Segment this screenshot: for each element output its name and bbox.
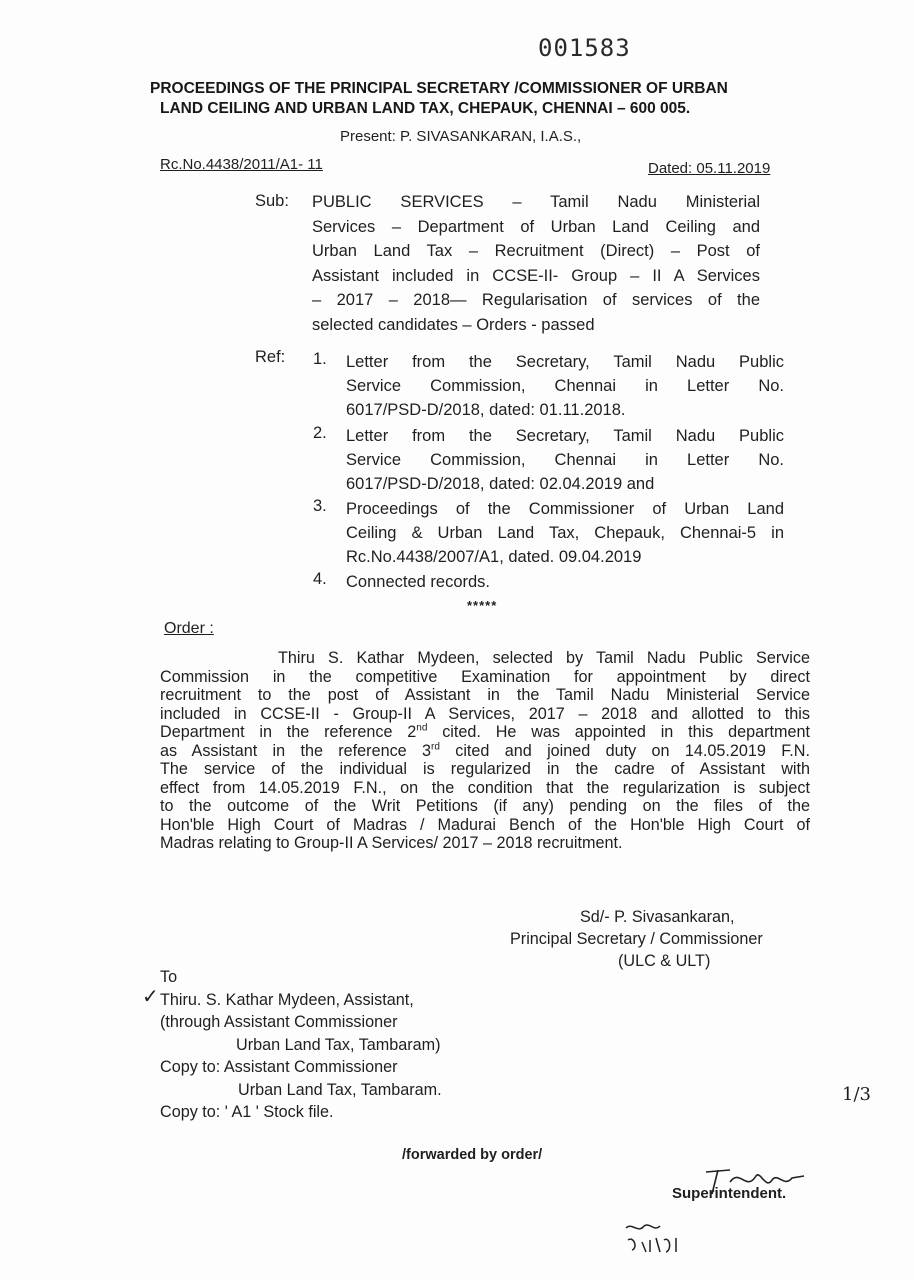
reference-item-number: 2. bbox=[313, 424, 327, 442]
distribution-block bbox=[160, 966, 442, 1124]
reference-item-4 bbox=[346, 570, 784, 594]
through-place: Urban Land Tax, Tambaram) bbox=[236, 1035, 441, 1054]
ordinal-suffix: rd bbox=[431, 741, 440, 753]
ordinal-suffix: nd bbox=[416, 722, 428, 734]
subject-line: selected candidates – Orders - passed bbox=[312, 315, 595, 334]
reference-item-number: 1. bbox=[313, 350, 327, 368]
addressee: Thiru. S. Kathar Mydeen, Assistant, bbox=[160, 990, 414, 1009]
reference-line: Proceedings of the Commissioner of Urban Land bbox=[346, 500, 784, 518]
reference-line: Service Commission, Chennai in Letter No. bbox=[346, 377, 784, 395]
subject-line: – 2017 – 2018— Regularisation of services of the bbox=[312, 291, 760, 310]
order-line: Hon'ble High Court of Madras / Madurai Bench of the Hon'ble High Court of bbox=[160, 815, 810, 834]
subject-text bbox=[312, 190, 760, 338]
reference-number: Rc.No.4438/2011/A1- 11 bbox=[160, 156, 323, 173]
reference-line: Service Commission, Chennai in Letter No. bbox=[346, 451, 784, 469]
order-line-text: as Assistant in the reference 3 bbox=[160, 741, 431, 760]
reference-line: Connected records. bbox=[346, 573, 490, 591]
copy-to-2: Copy to: ' A1 ' Stock file. bbox=[160, 1103, 334, 1121]
reference-line: 6017/PSD-D/2018, dated: 01.11.2018. bbox=[346, 401, 626, 419]
reference-line: Letter from the Secretary, Tamil Nadu Public bbox=[346, 353, 784, 371]
through-line: (through Assistant Commissioner bbox=[160, 1013, 398, 1031]
reference-label: Ref: bbox=[255, 348, 286, 366]
order-line: Madras relating to Group-II A Services/ 2017 – 2018 recruitment. bbox=[160, 834, 623, 852]
order-line-text: cited and joined duty on 14.05.2019 F.N. bbox=[439, 741, 810, 760]
order-line: effect from 14.05.2019 F.N., on the condition that the regularization is subject bbox=[160, 778, 810, 797]
order-line bbox=[160, 742, 810, 761]
initials-date-icon bbox=[620, 1218, 700, 1258]
copy-to-1-place: Urban Land Tax, Tambaram. bbox=[238, 1080, 442, 1099]
subject-line: Urban Land Tax – Recruitment (Direct) – Post of bbox=[312, 242, 760, 261]
order-line-text: cited. He was appointed in this department bbox=[427, 723, 810, 741]
order-line: Commission in the competitive Examination for appointment by direct bbox=[160, 667, 810, 686]
signatory-department: (ULC & ULT) bbox=[618, 952, 711, 970]
to-label: To bbox=[160, 968, 178, 986]
subject-line: Assistant included in CCSE-II- Group – II A Services bbox=[312, 266, 760, 285]
serial-number: 001583 bbox=[538, 34, 631, 62]
order-line: Thiru S. Kathar Mydeen, selected by Tamil Nadu Public Service bbox=[278, 649, 810, 667]
order-line: recruitment to the post of Assistant in the Tamil Nadu Ministerial Service bbox=[160, 686, 810, 704]
order-date: Dated: 05.11.2019 bbox=[648, 160, 771, 177]
reference-item-3 bbox=[346, 497, 784, 569]
page-mark: 1/3 bbox=[842, 1084, 871, 1105]
superintendent-label: Superintendent. bbox=[672, 1185, 787, 1202]
subject-label: Sub: bbox=[255, 192, 289, 210]
reference-item-number: 3. bbox=[313, 497, 327, 515]
order-label: Order : bbox=[164, 620, 214, 637]
checkmark-icon: ✓ bbox=[142, 986, 159, 1008]
signatory-title: Principal Secretary / Commissioner bbox=[510, 930, 763, 948]
order-line bbox=[160, 723, 810, 742]
reference-line: Ceiling & Urban Land Tax, Chepauk, Chennai-5 in bbox=[346, 524, 784, 542]
signature-block bbox=[510, 906, 810, 972]
order-line: The service of the individual is regularized in the cadre of Assistant with bbox=[160, 760, 810, 778]
order-line: included in CCSE-II - Group-II A Services, 2017 – 2018 and allotted to this bbox=[160, 704, 810, 723]
subject-line: Services – Department of Urban Land Ceiling and bbox=[312, 217, 760, 236]
heading-line-1: PROCEEDINGS OF THE PRINCIPAL SECRETARY /COMMISSIONER OF URBAN bbox=[150, 80, 728, 97]
order-line: to the outcome of the Writ Petitions (if any) pending on the files of the bbox=[160, 797, 810, 815]
reference-item-2 bbox=[346, 424, 784, 496]
signatory-name: Sd/- P. Sivasankaran, bbox=[580, 908, 735, 926]
copy-to-1: Copy to: Assistant Commissioner bbox=[160, 1058, 398, 1076]
heading-line-2: LAND CEILING AND URBAN LAND TAX, CHEPAUK, CHENNAI – 600 005. bbox=[160, 100, 691, 117]
reference-line: Letter from the Secretary, Tamil Nadu Public bbox=[346, 427, 784, 445]
order-paragraph bbox=[160, 649, 810, 853]
reference-item-1 bbox=[346, 350, 784, 422]
subject-line: PUBLIC SERVICES – Tamil Nadu Ministerial bbox=[312, 193, 760, 211]
reference-item-number: 4. bbox=[313, 570, 327, 588]
reference-line: 6017/PSD-D/2018, dated: 02.04.2019 and bbox=[346, 475, 655, 493]
reference-line: Rc.No.4438/2007/A1, dated. 09.04.2019 bbox=[346, 548, 642, 566]
forwarded-note: /forwarded by order/ bbox=[402, 1147, 543, 1163]
present-officer: Present: P. SIVASANKARAN, I.A.S., bbox=[340, 128, 582, 145]
separator-stars: ***** bbox=[467, 598, 498, 613]
order-line-text: Department in the reference 2 bbox=[160, 723, 417, 741]
